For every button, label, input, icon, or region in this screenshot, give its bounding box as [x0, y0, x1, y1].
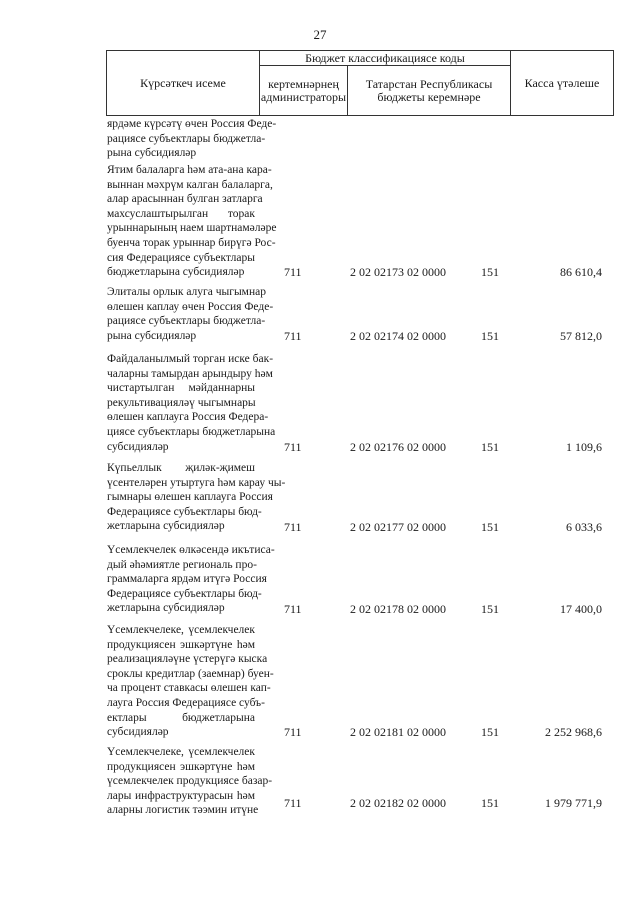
indicator-name	[107, 352, 276, 454]
indicator-name-line: сроклы кредитлар (заемнар) буен-	[107, 667, 274, 680]
indicator-name-line: махсуслаштырылган торак	[107, 207, 255, 220]
indicator-name-line: рына субсидияләр	[107, 147, 197, 160]
indicator-name-line: граммаларга ярдәм итүгә Россия	[107, 573, 267, 586]
cash-execution-amount: 2 252 968,6	[545, 725, 602, 739]
budget-code: 2 02 02182 02 0000	[350, 796, 446, 810]
admin-code: 711	[284, 602, 302, 616]
table-header	[106, 50, 614, 116]
cash-execution-amount: 6 033,6	[566, 520, 602, 534]
admin-code: 711	[284, 725, 302, 739]
indicator-name-line: рекультивацияләү чыгымнары	[107, 396, 256, 409]
indicator-name-line: циясе субъектлары бюджетларына	[107, 425, 276, 438]
header-budget-classification-code: Бюджет классификациясе коды	[259, 50, 511, 66]
indicator-name-line: үсентеләрен утыртуга һәм карау чы-	[107, 476, 286, 489]
indicator-name-line: рациясе субъектлары бюджетла-	[107, 132, 266, 145]
indicator-name	[107, 745, 273, 818]
cash-execution-amount: 1 109,6	[566, 440, 602, 454]
indicator-name-line: лары инфраструктурасын һәм	[107, 789, 255, 802]
indicator-name	[107, 163, 277, 280]
budget-code: 2 02 02181 02 0000	[350, 725, 446, 739]
indicator-name	[107, 543, 275, 616]
budget-code: 2 02 02178 02 0000	[350, 602, 446, 616]
indicator-name	[107, 623, 274, 740]
budget-code: 2 02 02174 02 0000	[350, 329, 446, 343]
indicator-name-line: Үсемлекчелеке, үсемлекчелек	[107, 746, 255, 758]
admin-code: 711	[284, 520, 302, 534]
indicator-name-line: рына субсидияләр	[107, 329, 197, 342]
indicator-name-line: жетларына субсидияләр	[107, 602, 225, 615]
indicator-name-line: жетларына субсидияләр	[107, 520, 225, 533]
indicator-name	[107, 117, 277, 161]
indicator-name-line: ча процент ставкасы өлешен кап-	[107, 682, 271, 695]
indicator-name-line: Үсемлекчелек өлкәсендә икътиса-	[107, 544, 275, 556]
header-republic-budget-revenue: Татарстан Республикасы бюджеты керемнәре	[347, 65, 511, 116]
indicator-name-line: ярдәме күрсәтү өчен Россия Феде-	[107, 118, 277, 130]
admin-code: 711	[284, 796, 302, 810]
indicator-name-line: реализацияләүне үстерүгә кыска	[107, 653, 268, 666]
indicator-name-line: өлешен каплау өчен Россия Феде-	[107, 300, 274, 313]
indicator-name-line: алар арасыннан булган затларга	[107, 193, 263, 206]
indicator-name	[107, 461, 286, 534]
indicator-name-line: аларны логистик тәэмин итүне	[107, 804, 259, 817]
indicator-name-line: гымнары өлешен каплауга Россия	[107, 491, 273, 504]
indicator-name-line: өлешен каплауга Россия Федера-	[107, 411, 269, 424]
indicator-name-line: лауга Россия Федерациясе субъ-	[107, 696, 265, 709]
indicator-name-line: чистартылган мәйданнарны	[107, 382, 255, 395]
cash-execution-amount: 17 400,0	[560, 602, 602, 616]
indicator-name	[107, 285, 274, 343]
cash-execution-amount: 57 812,0	[560, 329, 602, 343]
revenue-kind-code: 151	[481, 520, 499, 534]
revenue-kind-code: 151	[481, 440, 499, 454]
revenue-kind-code: 151	[481, 602, 499, 616]
admin-code: 711	[284, 329, 302, 343]
admin-code: 711	[284, 265, 302, 279]
indicator-name-line: буенча торак урыннар бирүгә Рос-	[107, 236, 276, 249]
page-number: 27	[313, 27, 327, 42]
budget-code: 2 02 02177 02 0000	[350, 520, 446, 534]
revenue-kind-code: 151	[481, 265, 499, 279]
cash-execution-amount: 86 610,4	[560, 265, 602, 279]
indicator-name-line: субсидияләр	[107, 440, 169, 453]
budget-code: 2 02 02173 02 0000	[350, 265, 446, 279]
revenue-kind-code: 151	[481, 725, 499, 739]
indicator-name-line: Федерациясе субъектлары бюд-	[107, 587, 262, 600]
header-revenue-administrator: кертемнәрнең администраторы	[259, 65, 348, 116]
cash-execution-amount: 1 979 771,9	[545, 796, 602, 810]
indicator-name-line: дый әһәмиятле региональ про-	[107, 558, 257, 571]
indicator-name-line: Федерациясе субъектлары бюд-	[107, 505, 262, 518]
budget-code: 2 02 02176 02 0000	[350, 440, 446, 454]
indicator-name-line: продукциясен эшкәртүне һәм	[107, 638, 255, 651]
indicator-name-line: Файдаланылмый торган иске бак-	[107, 353, 274, 365]
indicator-name-line: сия Федерациясе субъектлары	[107, 251, 255, 264]
header-cash-execution: Касса үтәлеше	[510, 50, 614, 116]
indicator-name-line: выннан мәхрүм калган балаларга,	[107, 178, 273, 191]
indicator-name-line: продукциясен эшкәртүне һәм	[107, 760, 255, 773]
indicator-name-line: Күпьеллык җиләк-җимеш	[107, 462, 255, 474]
indicator-name-line: чаларны тамырдан арындыру һәм	[107, 367, 273, 380]
admin-code: 711	[284, 440, 302, 454]
indicator-name-line: бюджетларына субсидияләр	[107, 266, 245, 279]
indicator-name-line: субсидияләр	[107, 726, 169, 739]
indicator-name-line: Элиталы орлык алуга чыгымнар	[107, 286, 266, 298]
revenue-kind-code: 151	[481, 329, 499, 343]
header-indicator-name: Күрсәткеч исеме	[106, 50, 260, 116]
indicator-name-line: урыннарының наем шартнамәләре	[107, 222, 277, 235]
indicator-name-line: рациясе субъектлары бюджетла-	[107, 315, 266, 328]
indicator-name-line: Үсемлекчелеке, үсемлекчелек	[107, 624, 255, 636]
revenue-kind-code: 151	[481, 796, 499, 810]
indicator-name-line: ектлары бюджетларына	[107, 711, 255, 724]
indicator-name-line: үсемлекчелек продукциясе базар-	[107, 775, 273, 788]
indicator-name-line: Ятим балаларга һәм ата-ана кара-	[107, 164, 272, 176]
